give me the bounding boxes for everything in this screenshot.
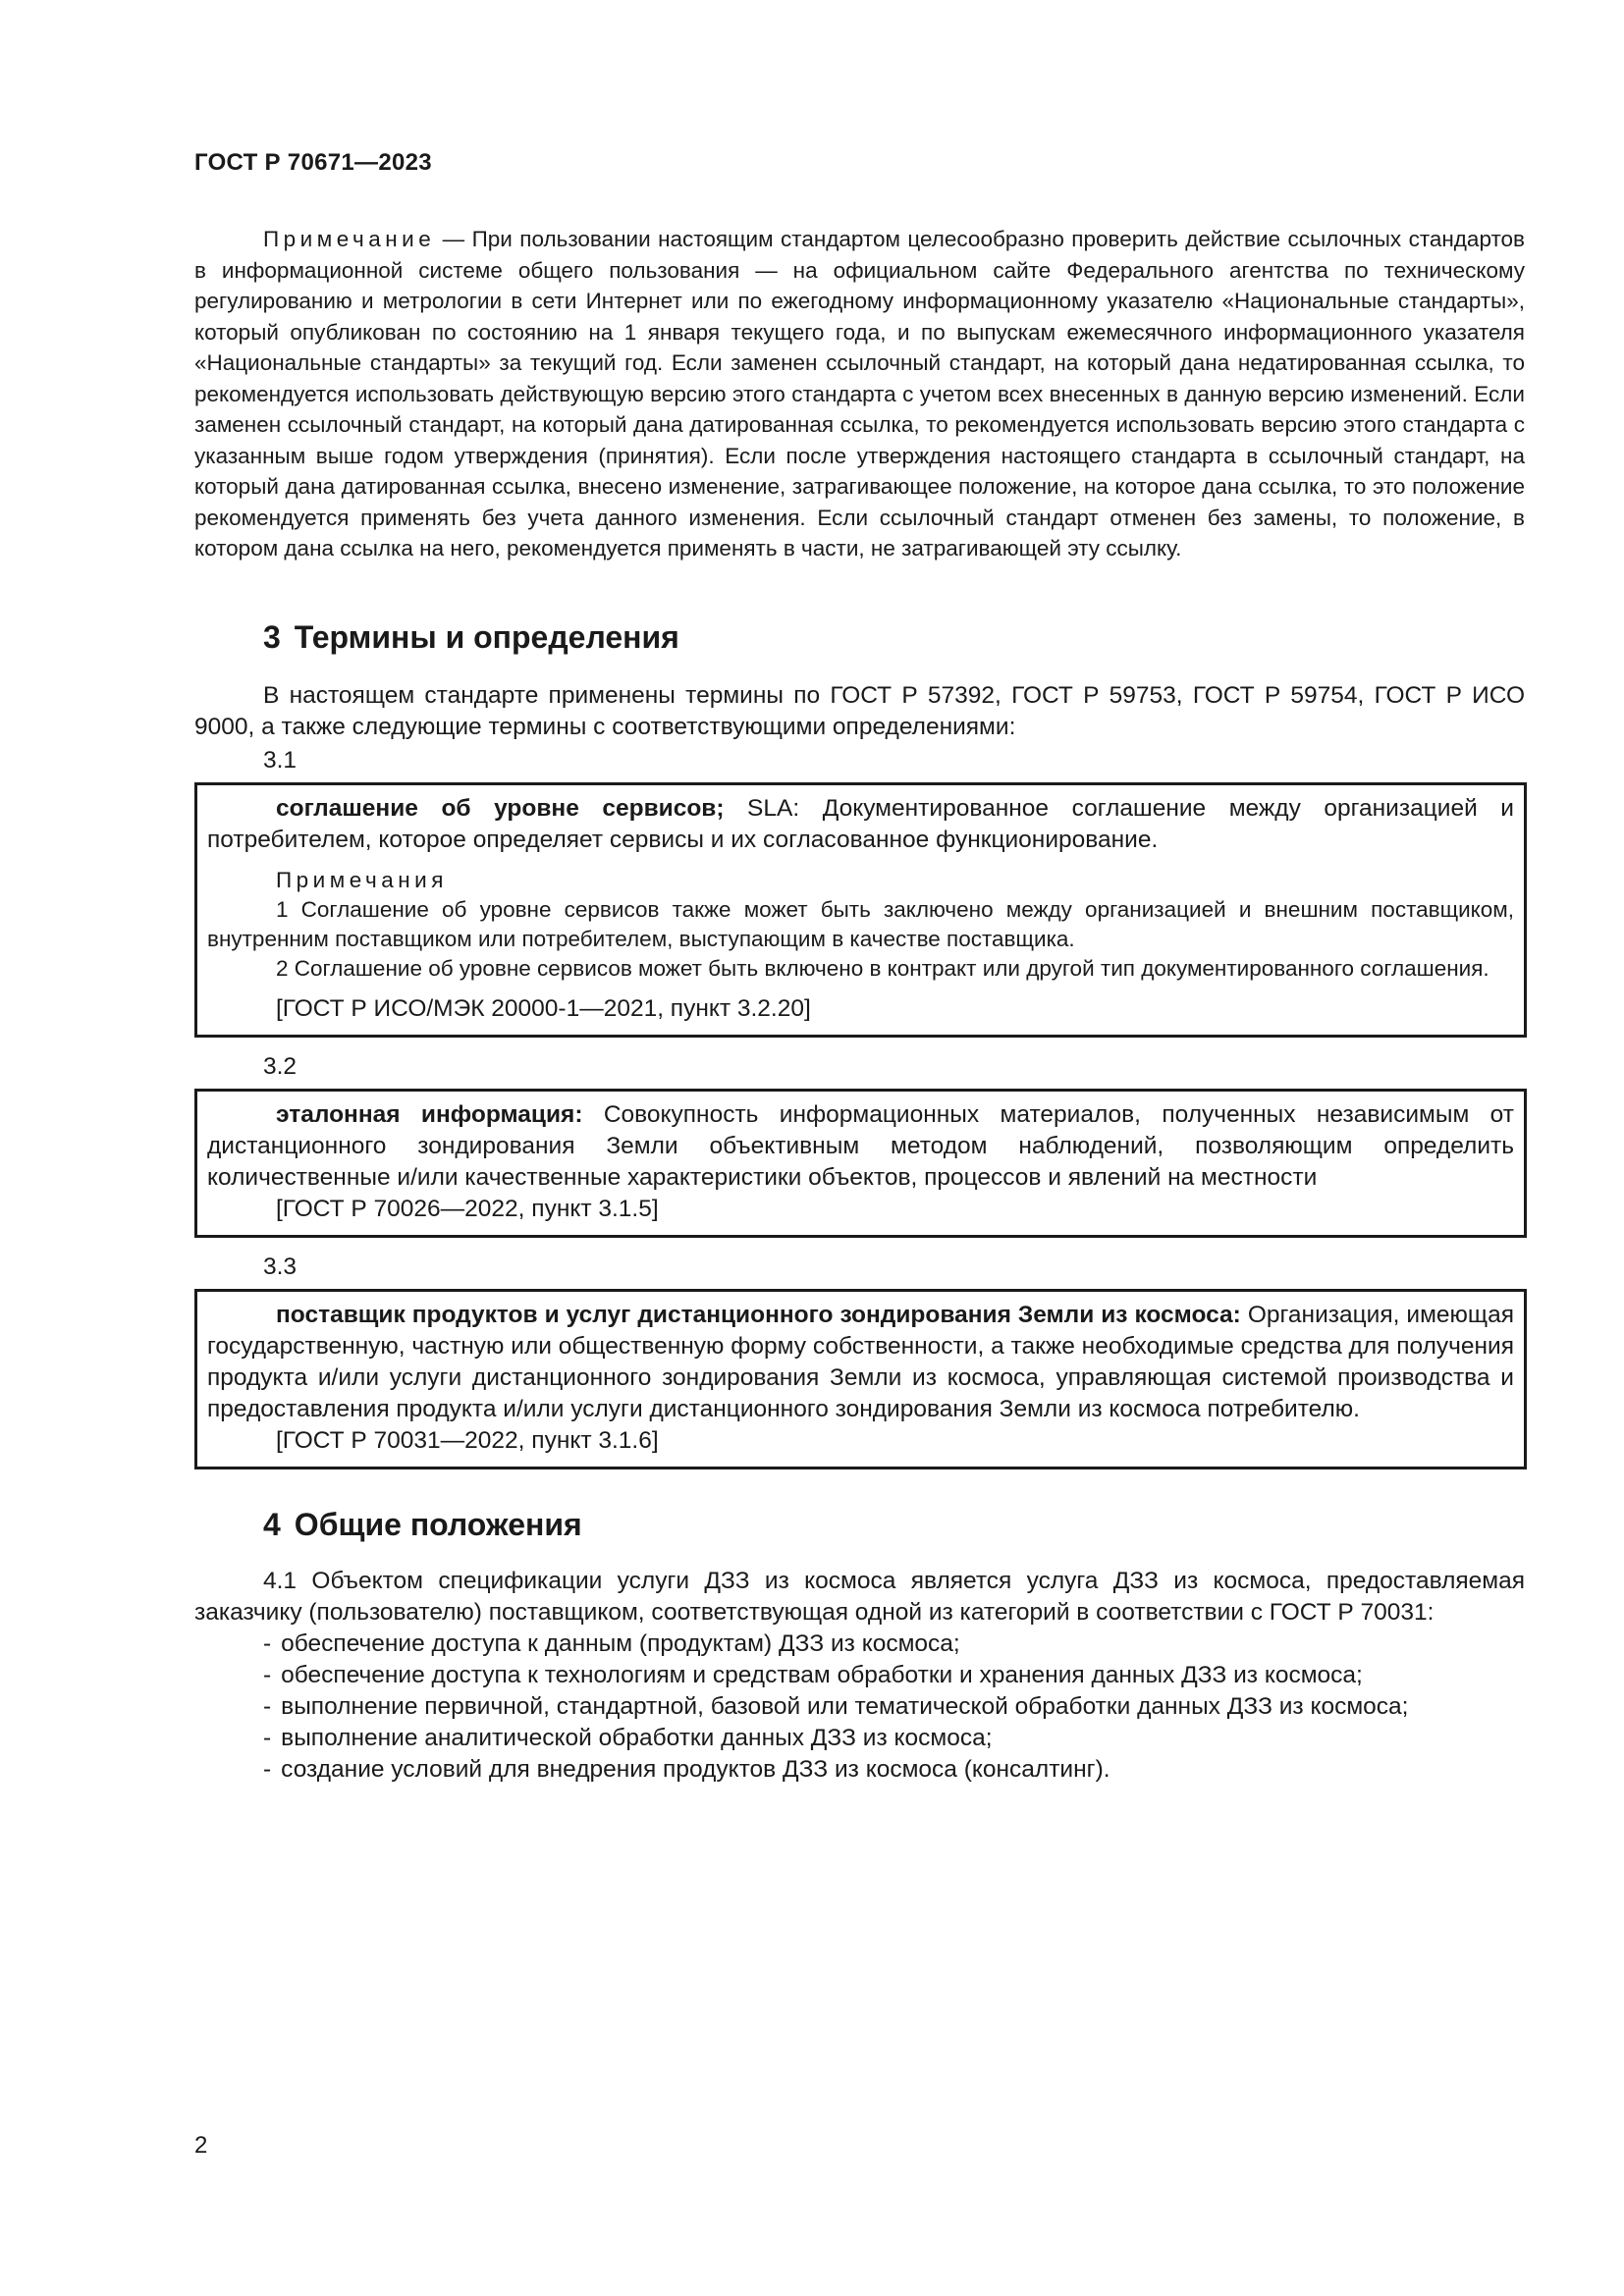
page-content (194, 224, 1525, 1786)
section-3-number: 3 (263, 618, 281, 655)
list-item (194, 1691, 1525, 1723)
list-item-text: обеспечение доступа к данным (продуктам) ДЗЗ из космоса; (281, 1629, 960, 1657)
page-number: 2 (194, 2132, 208, 2159)
list-dash: - (263, 1692, 272, 1720)
term-source: [ГОСТ Р 70026—2022, пункт 3.1.5] (276, 1195, 659, 1222)
term-definition-text: SLA: Документированное соглашение между организацией и потребителем, которое определяет сервисы и их согласованное функционирование. (207, 794, 1514, 853)
section-4-number: 4 (263, 1506, 281, 1542)
term-definition (207, 793, 1514, 856)
term-box-3-3 (194, 1289, 1527, 1469)
section-4-paragraph: 4.1 Объектом спецификации услуги ДЗЗ из космоса является услуга ДЗЗ из космоса, предоставляемая заказчику (пользователю) поставщиком, соответствующая одной из категорий в соответствии с ГОСТ Р 70031: (194, 1567, 1525, 1626)
term-number: 3.3 (263, 1253, 298, 1280)
section-4-heading (194, 1505, 1525, 1544)
list-dash: - (263, 1724, 272, 1751)
term-name: соглашение об уровне сервисов; (276, 794, 725, 822)
list-item (194, 1723, 1525, 1754)
list-dash: - (263, 1629, 272, 1657)
term-definition-text: Организация, имеющая государственную, частную или общественную форму собственности, а также необходимые средства для получения продукта и/или услуги дистанционного зондирования Земли из космоса, управляющая системой производства и предоставления продукта и/или услуги дистанционного зондирования Земли из космоса потребителю. (207, 1301, 1514, 1422)
list-dash: - (263, 1755, 272, 1783)
term-notes-label: Примечания (276, 867, 448, 892)
term-source: [ГОСТ Р 70031—2022, пункт 3.1.6] (276, 1426, 659, 1454)
note-paragraph (194, 224, 1525, 564)
running-header: ГОСТ Р 70671—2023 (194, 149, 432, 176)
section-3-intro: В настоящем стандарте применены термины по ГОСТ Р 57392, ГОСТ Р 59753, ГОСТ Р 59754, ГОСТ Р ИСО 9000, а также следующие термины с соответствующими определениями: (194, 681, 1525, 740)
term-name: эталонная информация: (276, 1100, 583, 1128)
section-3-title: Термины и определения (294, 618, 679, 655)
term-name: поставщик продуктов и услуг дистанционного зондирования Земли из космоса: (276, 1301, 1241, 1328)
term-note-1: 1 Соглашение об уровне сервисов также может быть заключено между организацией и внешним поставщиком, внутренним поставщиком или потребителем, выступающим в качестве поставщика. (207, 896, 1514, 951)
term-note-2: 2 Соглашение об уровне сервисов может быть включено в контракт или другой тип документированного соглашения. (276, 955, 1489, 981)
term-definition (207, 1300, 1514, 1425)
term-source: [ГОСТ Р ИСО/МЭК 20000-1—2021, пункт 3.2.20] (276, 994, 811, 1022)
note-text: — При пользовании настоящим стандартом целесообразно проверить действие ссылочных стандартов в информационной системе общего пользования — на официальном сайте Федерального агентства по техническому регулированию и метрологии в сети Интернет или по ежегодному информационному указателю «Национальные стандарты», который опубликован по состоянию на 1 января текущего года, и по выпускам ежемесячного информационного указателя «Национальные стандарты» за текущий год. Если заменен ссылочный стандарт, на который дана недатированная ссылка, то рекомендуется использовать действующую версию этого стандарта с учетом всех внесенных в данную версию изменений. Если заменен ссылочный стандарт, на который дана датированная ссылка, то рекомендуется использовать версию этого стандарта с указанным выше годом утверждения (принятия). Если после утверждения настоящего стандарта в ссылочный стандарт, на который дана датированная ссылка, внесено изменение, затрагивающее положение, на которое дана ссылка, то это положение рекомендуется применять без учета данного изменения. Если ссылочный стандарт отменен без замены, то положение, в котором дана ссылка на него, рекомендуется применять в части, не затрагивающей эту ссылку. (194, 227, 1525, 561)
note-label: Примечание (263, 227, 436, 251)
section-3-heading (194, 617, 1525, 657)
list-item (194, 1629, 1525, 1660)
list-item (194, 1754, 1525, 1786)
term-number: 3.1 (263, 746, 298, 774)
term-number: 3.2 (263, 1052, 298, 1080)
term-box-3-1 (194, 782, 1527, 1038)
list-item (194, 1660, 1525, 1691)
list-item-text: выполнение первичной, стандартной, базовой или тематической обработки данных ДЗЗ из космоса; (281, 1692, 1409, 1720)
list-item-text: обеспечение доступа к технологиям и средствам обработки и хранения данных ДЗЗ из космоса; (281, 1661, 1363, 1688)
term-box-3-2 (194, 1089, 1527, 1238)
list-item-text: выполнение аналитической обработки данных ДЗЗ из космоса; (281, 1724, 993, 1751)
list-item-text: создание условий для внедрения продуктов ДЗЗ из космоса (консалтинг). (281, 1755, 1110, 1783)
term-definition-text: Совокупность информационных материалов, полученных независимым от дистанционного зондирования Земли объективным методом наблюдений, позволяющим определить количественные и/или качественные характеристики объектов, процессов и явлений на местности (207, 1100, 1514, 1191)
list-dash: - (263, 1661, 272, 1688)
term-definition (207, 1099, 1514, 1194)
section-4-title: Общие положения (294, 1506, 582, 1542)
